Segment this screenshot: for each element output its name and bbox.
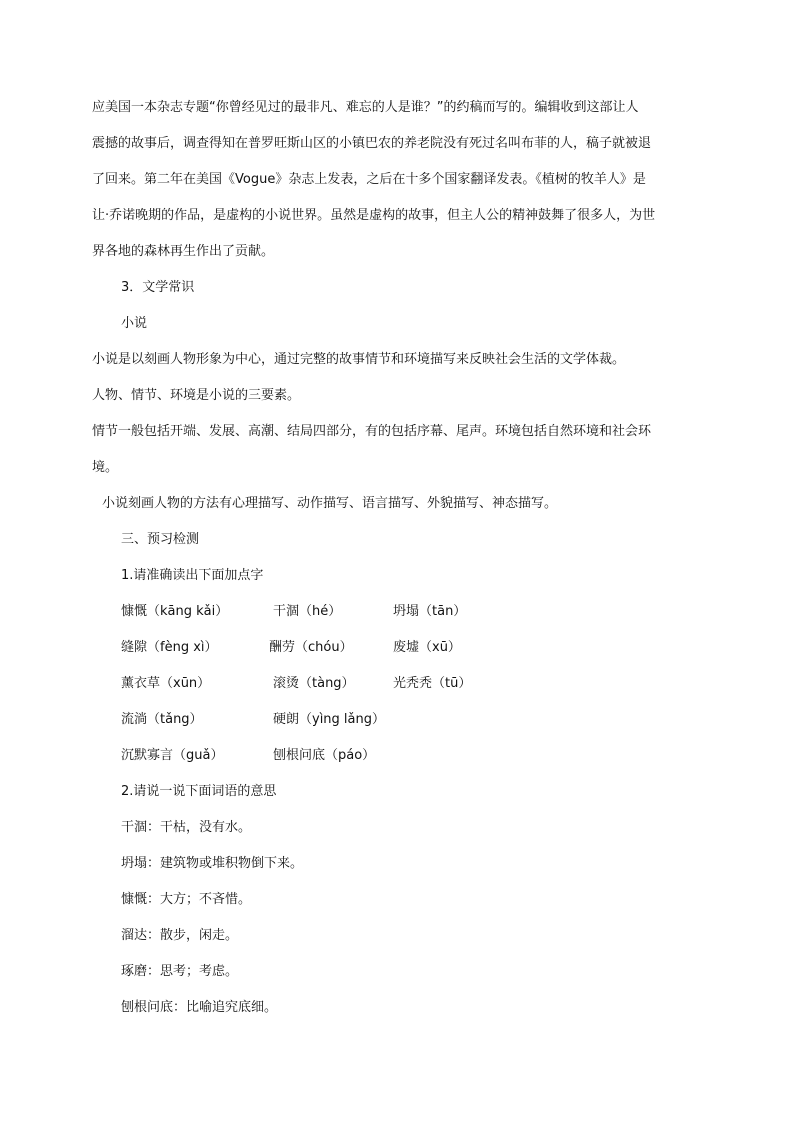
- pinyin-item: 滚烫（tàng）: [273, 676, 355, 691]
- definition-item: 琢磨：思考；考虑。: [121, 964, 239, 979]
- preview-heading: 三、预习检测: [121, 532, 200, 547]
- definition-item: 溜达：散步，闲走。: [121, 928, 239, 943]
- pinyin-item: 流淌（tǎng）: [121, 712, 203, 727]
- definition-item: 坍塌：建筑物或堆积物倒下来。: [121, 856, 304, 871]
- pinyin-item: 慷慨（kāng kǎi）: [121, 604, 229, 619]
- pinyin-item: 干涸（hé）: [273, 604, 342, 619]
- pinyin-item: 薰衣草（xūn）: [121, 676, 211, 691]
- definition-item: 慷慨：大方；不吝惜。: [121, 892, 252, 907]
- pinyin-item: 缝隙（fèng xì）: [121, 640, 218, 655]
- pinyin-item: 刨根问底（páo）: [273, 748, 376, 763]
- intro-line: 界各地的森林再生作出了贡献。: [92, 244, 275, 259]
- pinyin-item: 沉默寡言（guǎ）: [121, 748, 224, 763]
- plot-line: 情节一般包括开端、发展、高潮、结局四部分，有的包括序幕、尾声。环境包括自然环境和社会环: [92, 424, 652, 439]
- intro-line: 震撼的故事后，调查得知在普罗旺斯山区的小镇巴农的养老院没有死过名叫布菲的人，稿子就被退: [92, 136, 652, 151]
- intro-line: 应美国一本杂志专题“你曾经见过的最非凡、难忘的人是谁？”的约稿而写的。编辑收到这部让人: [92, 100, 639, 115]
- pinyin-item: 坍塌（tān）: [393, 604, 467, 619]
- definition-item: 刨根问底：比喻追究底细。: [121, 1000, 278, 1015]
- three-elements: 人物、情节、环境是小说的三要素。: [92, 388, 301, 403]
- pinyin-item: 酬劳（chóu）: [269, 640, 353, 655]
- q2-heading: 2.请说一说下面词语的意思: [121, 784, 277, 799]
- pinyin-item: 废墟（xū）: [393, 640, 461, 655]
- character-methods: 小说刻画人物的方法有心理描写、动作描写、语言描写、外貌描写、神态描写。: [102, 496, 558, 511]
- definition-item: 干涸：干枯，没有水。: [121, 820, 252, 835]
- q1-heading: 1.请准确读出下面加点字: [121, 568, 264, 583]
- pinyin-item: 硬朗（yìng lǎng）: [273, 712, 385, 727]
- intro-line: 让·乔诺晚期的作品，是虚构的小说世界。虽然是虚构的故事，但主人公的精神鼓舞了很多人，为世: [92, 208, 656, 223]
- novel-label: 小说: [121, 316, 148, 331]
- definition-list: [121, 810, 704, 1026]
- intro-paragraph: [92, 90, 704, 270]
- intro-line: 了回来。第二年在美国《Vogue》杂志上发表，之后在十多个国家翻译发表。《植树的牧羊人》是: [92, 172, 646, 187]
- novel-definition: 小说是以刻画人物形象为中心，通过完整的故事情节和环境描写来反映社会生活的文学体裁。: [92, 352, 626, 367]
- plot-paragraph: [92, 414, 704, 486]
- plot-line: 境。: [92, 460, 119, 475]
- section3-heading: 3．文学常识: [121, 280, 195, 295]
- pinyin-item: 光秃秃（tū）: [393, 676, 472, 691]
